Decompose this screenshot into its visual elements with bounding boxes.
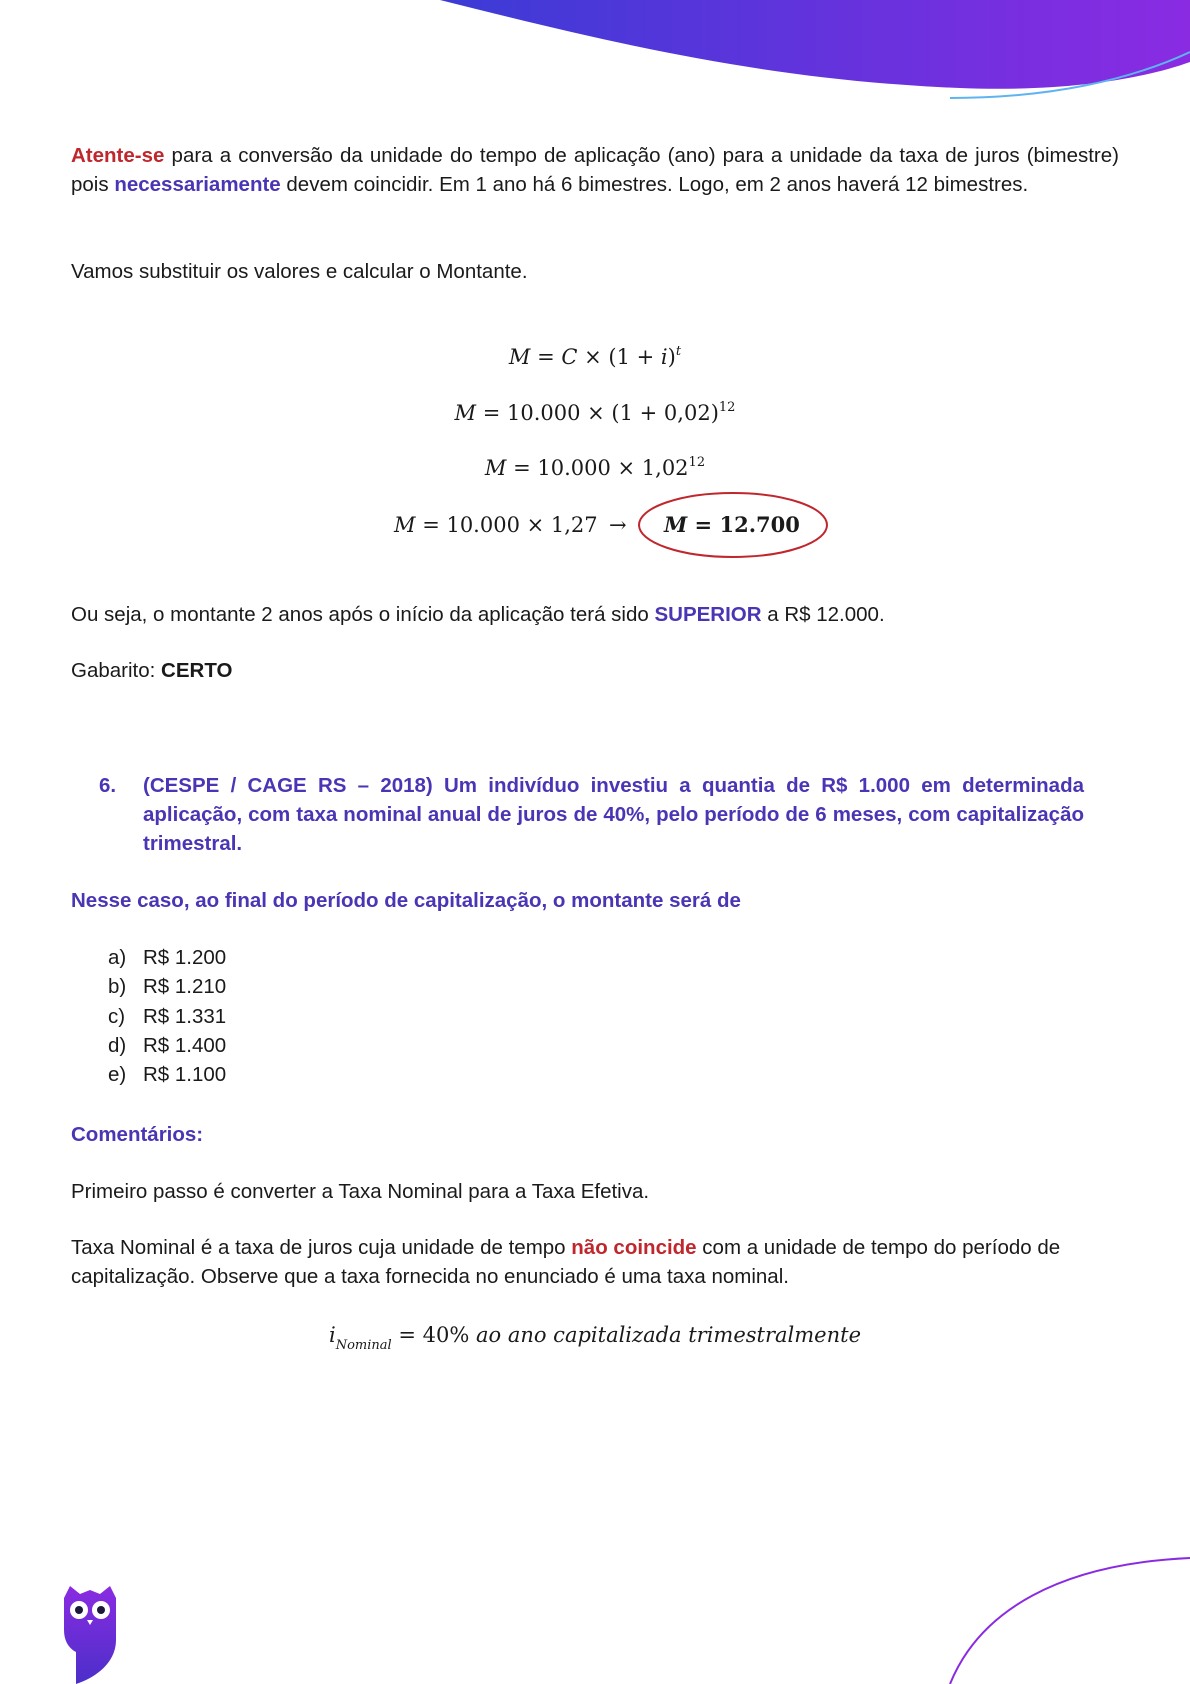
equation-compound-formula: $M = C \times (1 + i)^t$ (508, 344, 682, 369)
question-prompt: Nesse caso, ao final do período de capitalização, o montante será de (71, 889, 741, 912)
top-banner-decoration (0, 0, 1190, 110)
comments-paragraph-2: Taxa Nominal é a taxa de juros cuja unidade de tempo não coincide com a unidade de tempo do período de capitalização. Observe que a taxa fornecida no enunciado é uma taxa nominal. (71, 1236, 1061, 1288)
arrow: → (609, 513, 627, 537)
comments-heading: Comentários: (71, 1123, 204, 1146)
equation-result-line: M = 10.000 × 1,27 (394, 513, 598, 537)
answer-value: CERTO (161, 659, 233, 682)
question-6 (99, 771, 1084, 858)
option-b[interactable]: b) R$ 1.210 (108, 975, 227, 999)
option-c[interactable]: c) R$ 1.331 (108, 1004, 227, 1028)
equation-result-value: M = 12.700 (664, 512, 800, 537)
paragraph-time-conversion: Atente-se para a conversão da unidade do tempo de aplicação (ano) para a unidade da taxa de juros (bimestre) pois necessariamente devem coincidir. Em 1 ano há 6 bimestres. Logo, em 2 anos haverá 12 bimestres. (71, 144, 1119, 196)
comments-paragraph-1: Primeiro passo é converter a Taxa Nominal para a Taxa Efetiva. (71, 1180, 650, 1203)
option-d[interactable]: d) R$ 1.400 (108, 1033, 227, 1057)
option-a[interactable]: a) R$ 1.200 (108, 946, 227, 969)
highlight-nao-coincide: não coincide (571, 1236, 697, 1259)
answer-options (108, 943, 226, 1089)
equation-substitution: $M = 10.000 \times (1 + 0,02)^{12}$ (454, 400, 736, 425)
formula-nominal-rate: $i_{Nominal} = 40\%$ ao ano capitalizada trimestralmente (328, 1323, 861, 1353)
highlight-superior: SUPERIOR (654, 603, 762, 626)
answer-key: Gabarito: CERTO (71, 659, 233, 682)
question-text: (CESPE / CAGE RS – 2018) Um indivíduo investiu a quantia de R$ 1.000 em determinada aplicação, com taxa nominal anual de juros de 40%, pelo período de 6 meses, com capitalização trimestral. (143, 774, 1084, 855)
highlight-atente-se: Atente-se (71, 144, 165, 167)
owl-logo-icon (60, 1580, 120, 1684)
highlight-necessariamente: necessariamente (114, 173, 281, 196)
option-e[interactable]: e) R$ 1.100 (108, 1063, 227, 1087)
paragraph-conclusion: Ou seja, o montante 2 anos após o início da aplicação terá sido SUPERIOR a R$ 12.000. (71, 603, 885, 626)
question-number: 6. (99, 774, 117, 797)
equation-simplified: $M = 10.000 \times 1,02^{12}$ (484, 455, 706, 480)
paragraph-substitute-values: Vamos substituir os valores e calcular o Montante. (71, 260, 528, 283)
bottom-right-decoration (940, 1550, 1190, 1684)
